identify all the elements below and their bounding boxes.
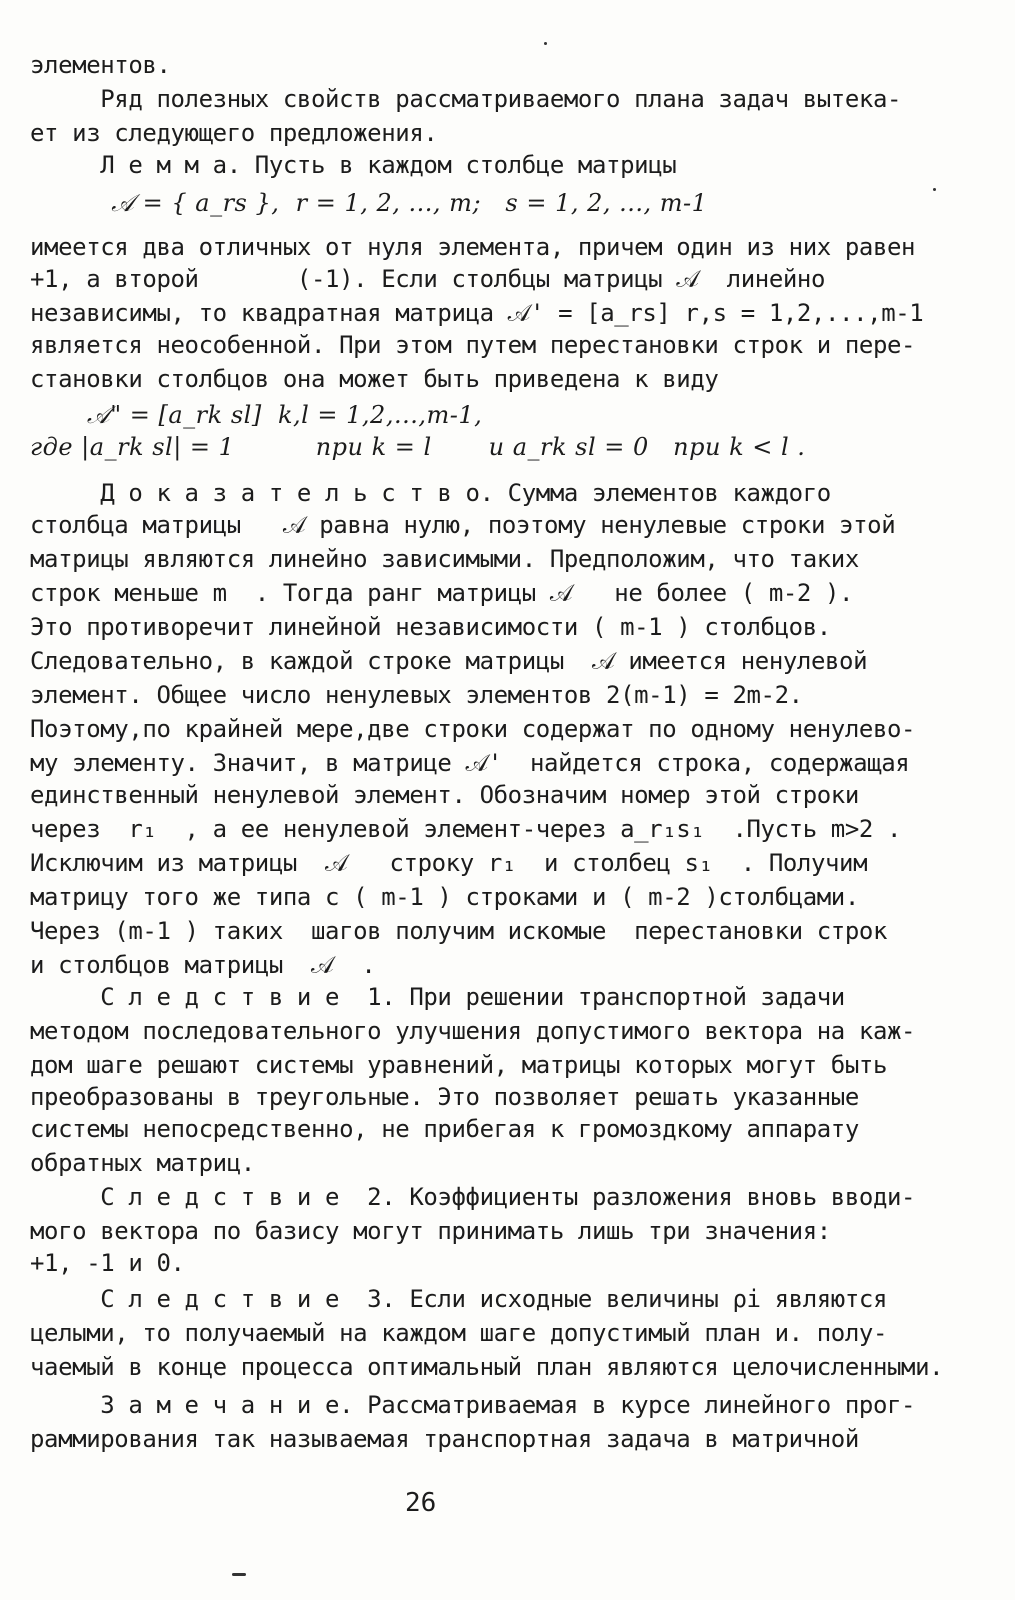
- text-line: столбца матрицы 𝒜 равна нулю, поэтому ненулевые строки этой: [30, 511, 896, 539]
- text-line: целыми, то получаемый на каждом шаге допустимый план и. полу-: [30, 1319, 888, 1347]
- text-line: мого вектора по базису могут принимать лишь три значения:: [30, 1217, 831, 1245]
- text-line: му элементу. Значит, в матрице 𝒜' найдется строка, содержащая: [30, 749, 910, 777]
- text-line: С л е д с т в и е 2. Коэффициенты разложения вновь вводи-: [30, 1183, 916, 1211]
- text-line: раммирования так называемая транспортная задача в матричной: [30, 1425, 859, 1453]
- text-line: С л е д с т в и е 1. При решении транспортной задачи: [30, 983, 845, 1011]
- text-line: Следовательно, в каждой строке матрицы 𝒜 имеется ненулевой: [30, 647, 868, 675]
- text-line: Д о к а з а т е л ь с т в о. Сумма элементов каждого: [30, 479, 831, 507]
- text-line: становки столбцов она может быть приведена к виду: [30, 365, 719, 393]
- text-line: Это противоречит линейной независимости ( m-1 ) столбцов.: [30, 613, 831, 641]
- text-line: элемент. Общее число ненулевых элементов 2(m-1) = 2m-2.: [30, 681, 803, 709]
- page-number: 26: [405, 1488, 437, 1518]
- text-line: обратных матриц.: [30, 1149, 255, 1177]
- text-line: Через (m-1 ) таких шагов получим искомые перестановки строк: [30, 917, 888, 945]
- text-line: матрицы являются линейно зависимыми. Предположим, что таких: [30, 545, 859, 573]
- text-line: элементов.: [30, 51, 171, 79]
- text-line: Ряд полезных свойств рассматриваемого плана задач вытека-: [30, 85, 902, 113]
- text-line: единственный ненулевой элемент. Обозначим номер этой строки: [30, 781, 859, 809]
- text-line: ет из следующего предложения.: [30, 119, 438, 147]
- text-line: Поэтому,по крайней мере,две строки содержат по одному ненулево-: [30, 715, 916, 743]
- scan-speck: [232, 1573, 246, 1576]
- text-line: независимы, то квадратная матрица 𝒜' = [a_rs] r,s = 1,2,...,m-1: [30, 299, 924, 327]
- text-line: чаемый в конце процесса оптимальный план являются целочисленными.: [30, 1353, 944, 1381]
- text-line: методом последовательного улучшения допустимого вектора на каж-: [30, 1017, 916, 1045]
- text-line: системы непосредственно, не прибегая к громоздкому аппарату: [30, 1115, 859, 1143]
- text-line: 𝒜" = [a_rk sl] k,l = 1,2,...,m-1,: [30, 401, 483, 429]
- text-line: З а м е ч а н и е. Рассматриваемая в курсе линейного прог-: [30, 1391, 916, 1419]
- text-line: и столбцов матрицы 𝒜 .: [30, 951, 376, 979]
- text-line: имеется два отличных от нуля элемента, причем один из них равен: [30, 233, 916, 261]
- text-line: +1, -1 и 0.: [30, 1249, 185, 1277]
- scan-speck: [933, 188, 936, 191]
- text-line: дом шаге решают системы уравнений, матрицы которых могут быть: [30, 1051, 888, 1079]
- text-line: строк меньше m . Тогда ранг матрицы 𝒜 не более ( m-2 ).: [30, 579, 854, 607]
- text-line: +1, а второй (-1). Если столбцы матрицы 𝒜 линейно: [30, 265, 826, 293]
- text-line: С л е д с т в и е 3. Если исходные величины ρi являются: [30, 1285, 888, 1313]
- text-line: матрицу того же типа с ( m-1 ) строками и ( m-2 )столбцами.: [30, 883, 859, 911]
- text-line: является неособенной. При этом путем перестановки строк и пере-: [30, 331, 916, 359]
- text-line: Исключим из матрицы 𝒜 строку r₁ и столбец s₁ . Получим: [30, 849, 868, 877]
- text-line: Л е м м а. Пусть в каждом столбце матрицы: [30, 151, 677, 179]
- text-line: где |a_rk sl| = 1 при k = l и a_rk sl = 0 при k < l .: [30, 433, 806, 461]
- scan-speck: [544, 42, 547, 45]
- text-line: преобразованы в треугольные. Это позволяет решать указанные: [30, 1083, 859, 1111]
- text-line: 𝒜 = { a_rs }, r = 1, 2, ..., m; s = 1, 2, ..., m-1: [30, 189, 708, 217]
- text-line: через r₁ , а ее ненулевой элемент-через a_r₁s₁ .Пусть m>2 .: [30, 815, 902, 843]
